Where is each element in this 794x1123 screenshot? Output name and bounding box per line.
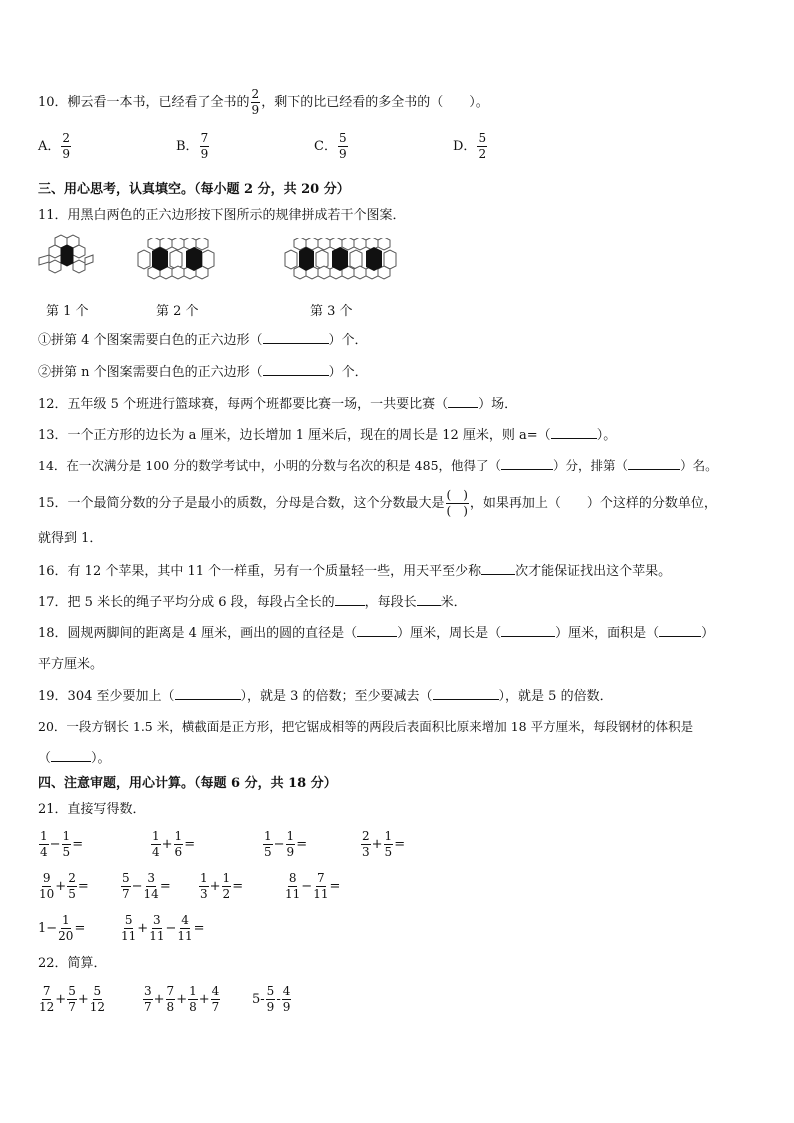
answer-blank[interactable]	[659, 624, 701, 637]
q10-option-c[interactable]: C． $\frac{5}{9}$	[314, 131, 347, 161]
black-hexagon	[61, 245, 73, 266]
q10-option-d[interactable]: D． $\frac{5}{2}$	[453, 131, 487, 161]
answer-blank[interactable]	[501, 624, 555, 637]
hexagon-pattern-1	[36, 234, 96, 288]
calc-item: $\frac{7}{12}$ + $\frac{5}{7}$ + $\frac{5}{12}$	[39, 984, 106, 1014]
question-18: 18．圆规两脚间的距离是 4 厘米，画出的圆的直径是（ ）厘米，周长是（ ）厘米，面积是（ ）	[38, 626, 715, 641]
black-hexagon	[332, 247, 348, 271]
question-12: 12．五年级 5 个班进行篮球赛，每两个班都要比赛一场，一共要比赛（ ）场．	[38, 397, 518, 412]
question-14: 14．在一次满分是 100 分的数学考试中，小明的分数与名次的积是 485，他得了（ ）分，排第（ ）名。	[38, 458, 718, 473]
calc-item: $\frac{1}{4}$ + $\frac{1}{6}$ =	[152, 829, 196, 859]
q11-sub-1: ①拼第 4 个图案需要白色的正六边形（ ）个．	[38, 333, 368, 348]
hexagon-pattern-2	[136, 238, 226, 288]
q10-text-before: 10．柳云看一本书，已经看了全书的	[38, 95, 250, 110]
calc-item: $\frac{8}{11}$ − $\frac{7}{11}$ =	[285, 871, 341, 901]
calc-item: $\frac{9}{10}$ + $\frac{2}{5}$ =	[39, 871, 89, 901]
calc-item: $\frac{1}{4}$ − $\frac{1}{5}$ =	[40, 829, 84, 859]
hexagon-pattern-3	[284, 238, 406, 288]
caption-pattern-2: 第 2 个	[156, 304, 199, 319]
calc-item: 5- $\frac{5}{9}$ - $\frac{4}{9}$	[252, 984, 291, 1014]
question-11: 11．用黑白两色的正六边形按下图所示的规律拼成若干个图案．	[38, 208, 406, 223]
answer-blank[interactable]	[501, 457, 553, 470]
black-hexagon	[366, 247, 382, 271]
calc-item: $\frac{1}{3}$ + $\frac{1}{2}$ =	[200, 871, 244, 901]
answer-blank[interactable]	[448, 395, 478, 408]
question-17: 17．把 5 米长的绳子平均分成 6 段，每段占全长的 ，每段长 米．	[38, 595, 467, 610]
question-15: 15．一个最简分数的分子是最小的质数，分母是合数，这个分数最大是 $\frac{( )}{( )}$ ，如果再加上（ ）个这样的分数单位，	[38, 488, 717, 518]
answer-blank[interactable]	[335, 593, 365, 606]
question-10	[38, 88, 489, 117]
black-hexagon	[152, 247, 168, 271]
calc-item: 1− $\frac{1}{20}$ =	[38, 913, 86, 943]
question-22: 22．简算．	[38, 956, 107, 971]
answer-blank[interactable]	[263, 363, 329, 376]
question-20-cont: （ ）。	[38, 751, 111, 766]
answer-blank[interactable]	[263, 331, 329, 344]
question-16: 16．有 12 个苹果，其中 11 个一样重，另有一个质量轻一些，用天平至少称 次才能保证找出这个苹果。	[38, 564, 672, 579]
black-hexagon	[186, 247, 202, 271]
question-19: 19．304 至少要加上（ ），就是 3 的倍数；至少要减去（ ），就是 5 的倍数．	[38, 689, 613, 704]
caption-pattern-1: 第 1 个	[46, 304, 89, 319]
question-20: 20．一段方钢长 1.5 米，横截面是正方形，把它锯成相等的两段后表面积比原来增加 18 平方厘米，每段钢材的体积是	[38, 719, 694, 734]
calc-item: $\frac{3}{7}$ + $\frac{7}{8}$ + $\frac{1}{8}$ + $\frac{4}{7}$	[144, 984, 220, 1014]
question-18-cont: 平方厘米。	[38, 657, 104, 672]
calc-item: $\frac{1}{5}$ − $\frac{1}{9}$ =	[264, 829, 308, 859]
section-3-heading: 三、用心思考，认真填空。（每小题 2 分，共 20 分）	[38, 182, 350, 197]
answer-blank[interactable]	[357, 624, 397, 637]
q10-option-b[interactable]: B． $\frac{7}{9}$	[176, 131, 209, 161]
answer-blank[interactable]	[417, 593, 441, 606]
q15-fraction-blank[interactable]: $\frac{( )}{( )}$	[446, 488, 468, 518]
section-4-heading: 四、注意审题，用心计算。（每题 6 分，共 18 分）	[38, 776, 337, 791]
answer-blank[interactable]	[433, 687, 499, 700]
answer-blank[interactable]	[481, 562, 515, 575]
question-21: 21．直接写得数．	[38, 802, 146, 817]
question-13: 13．一个正方形的边长为 a 厘米，边长增加 1 厘米后，现在的周长是 12 厘米，则 a=（ ）。	[38, 428, 617, 443]
calc-item: $\frac{5}{11}$ + $\frac{3}{11}$ − $\frac{4}{11}$ =	[121, 913, 205, 943]
q10-option-a[interactable]: A． $\frac{2}{9}$	[38, 131, 71, 161]
answer-blank[interactable]	[551, 426, 597, 439]
question-15-cont: 就得到 1．	[38, 531, 103, 546]
calc-item: $\frac{2}{3}$ + $\frac{1}{5}$ =	[362, 829, 406, 859]
q10-fraction: $\frac{2}{9}$	[251, 87, 260, 117]
caption-pattern-3: 第 3 个	[310, 304, 353, 319]
q11-sub-2: ②拼第 n 个图案需要白色的正六边形（ ）个．	[38, 365, 368, 380]
answer-blank[interactable]	[51, 749, 91, 762]
black-hexagon	[299, 247, 314, 271]
calc-item: $\frac{5}{7}$ − $\frac{3}{14}$ =	[122, 871, 171, 901]
answer-blank[interactable]	[628, 457, 680, 470]
q10-text-after: ，剩下的比已经看的多全书的（ ）。	[261, 95, 489, 110]
answer-blank[interactable]	[175, 687, 241, 700]
